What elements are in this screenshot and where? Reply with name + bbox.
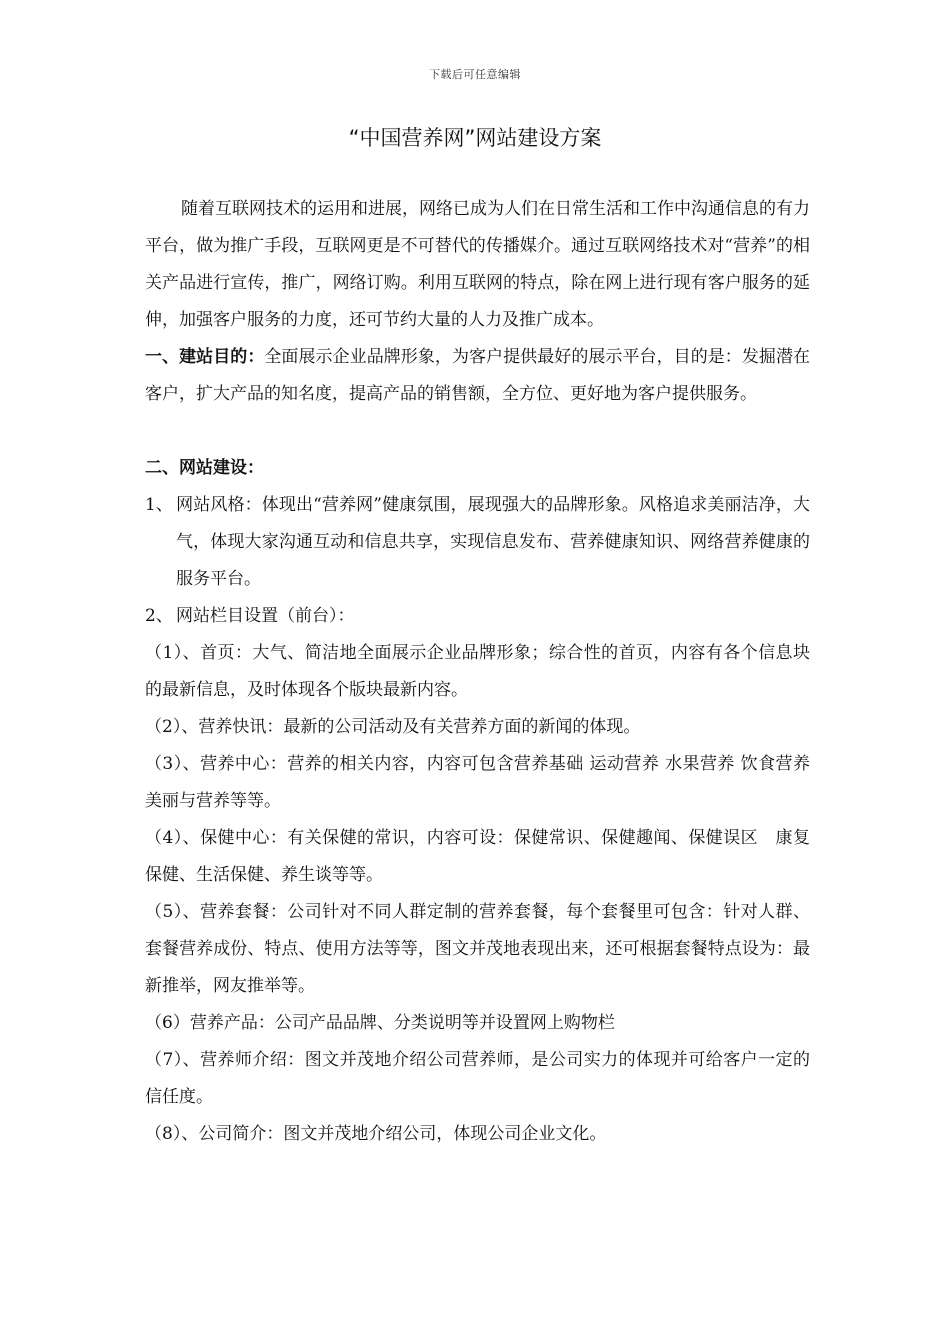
section-1-text: 全面展示企业品牌形象，为客户提供最好的展示平台，目的是：发掘潜在客户，扩大产品的知名度，提高产品的销售额，全方位、更好地为客户提供服务。 (145, 347, 811, 404)
blank-line (145, 413, 810, 450)
document-body (145, 191, 810, 1153)
item-2-number: 2、 (145, 606, 173, 626)
section-2-item-2 (145, 598, 810, 635)
item-2-text: 网站栏目设置（前台）： (176, 606, 355, 626)
item-1-number: 1、 (145, 495, 173, 515)
sub-item-7: （7）、营养师介绍：图文并茂地介绍公司营养师，是公司实力的体现并可给客户一定的信任度。 (145, 1050, 810, 1107)
sub-item-2: （2）、营养快讯：最新的公司活动及有关营养方面的新闻的体现。 (145, 717, 641, 737)
section-2-item-1 (145, 487, 810, 598)
sub-item-8: （8）、公司简介：图文并茂地介绍公司，体现公司企业文化。 (145, 1124, 607, 1144)
sub-item-4: （4）、保健中心：有关保健的常识，内容可设：保健常识、保健趣闻、保健误区 康复保健、生活保健、养生谈等等。 (145, 828, 810, 885)
sub-item-6: （6）营养产品：公司产品品牌、分类说明等并设置网上购物栏 (145, 1013, 615, 1033)
document-title: “中国营养网”网站建设方案 (348, 126, 602, 150)
section-1-heading: 一、建站目的： (145, 347, 265, 367)
sub-item-3: （3）、营养中心：营养的相关内容，内容可包含营养基础 运动营养 水果营养 饮食营养 美丽与营养等等。 (145, 754, 810, 811)
section-1-paragraph (145, 339, 810, 413)
sub-item-1: （1）、首页：大气、简洁地全面展示企业品牌形象；综合性的首页，内容有各个信息块的最新信息，及时体现各个版块最新内容。 (145, 643, 810, 700)
sub-item-5: （5）、营养套餐：公司针对不同人群定制的营养套餐，每个套餐里可包含：针对人群、套餐营养成份、特点、使用方法等等，图文并茂地表现出来，还可根据套餐特点设为：最新推举，网友推举等。 (145, 902, 810, 996)
item-1-text: 网站风格：体现出“营养网”健康氛围，展现强大的品牌形象。风格追求美丽洁净，大气，体现大家沟通互动和信息共享，实现信息发布、营养健康知识、网络营养健康的服务平台。 (176, 495, 810, 589)
section-2-heading: 二、网站建设： (145, 458, 264, 478)
header-note: 下载后可任意编辑 (429, 68, 521, 81)
intro-paragraph: 随着互联网技术的运用和进展，网络已成为人们在日常生活和工作中沟通信息的有力平台，做为推广手段，互联网更是不可替代的传播媒介。通过互联网络技术对“营养”的相关产品进行宣传，推广，网络订购。利用互联网的特点，除在网上进行现有客户服务的延伸，加强客户服务的力度，还可节约大量的人力及推广成本。 (145, 199, 810, 330)
